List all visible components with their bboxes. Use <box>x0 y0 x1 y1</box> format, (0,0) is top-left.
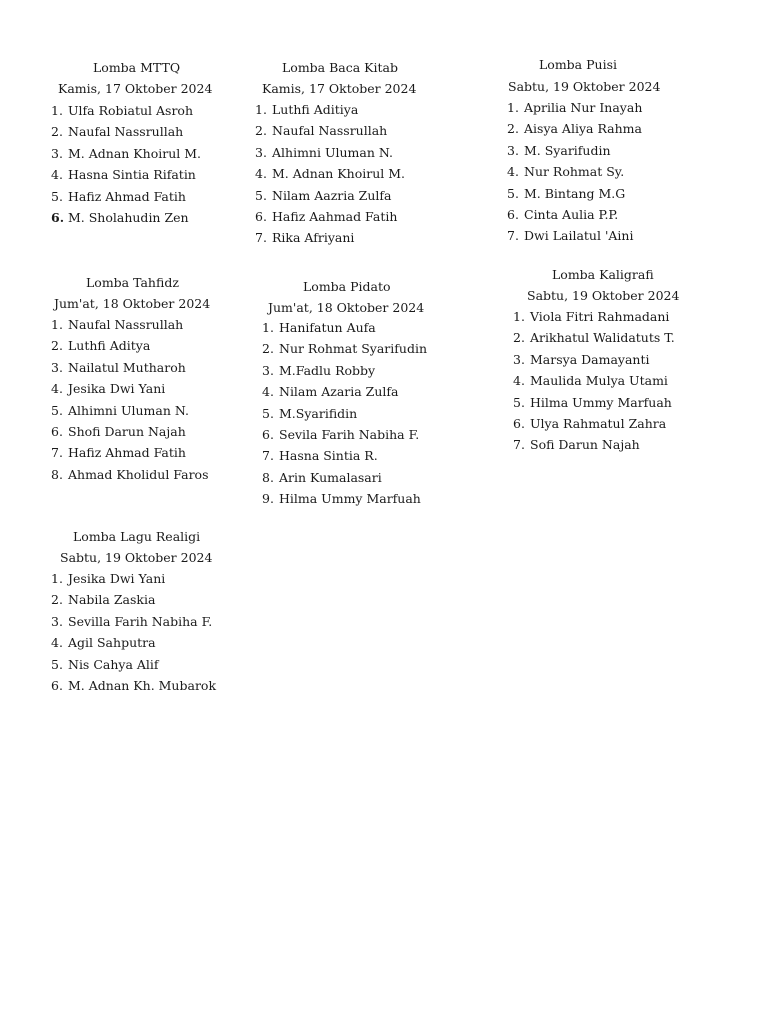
list-item <box>51 467 209 488</box>
participant-list <box>262 320 427 513</box>
participant-name: Nis Cahya Alif <box>68 656 159 672</box>
list-item <box>507 207 642 228</box>
list-item <box>262 320 427 341</box>
participant-name: Naufal Nassrullah <box>272 123 388 139</box>
participant-name: M. Syarifudin <box>524 142 611 158</box>
item-number: 1. <box>51 103 63 118</box>
list-item <box>51 403 209 424</box>
participant-name: Dwi Lailatul 'Aini <box>524 228 634 244</box>
item-number: 4. <box>513 373 525 389</box>
participant-name: Nur Rohmat Syarifudin <box>279 341 428 357</box>
participant-name: Aisya Aliya Rahma <box>524 121 642 137</box>
item-number: 8. <box>262 469 274 485</box>
item-number: 3. <box>513 351 525 367</box>
item-number: 5. <box>513 394 525 410</box>
competition-date: Jum'at, 18 Oktober 2024 <box>268 300 425 315</box>
list-item <box>262 470 427 491</box>
participant-name: Naufal Nassrullah <box>68 124 184 140</box>
participant-list <box>255 102 405 252</box>
participant-name: Hafiz Aahmad Fatih <box>272 208 398 224</box>
item-number: 5. <box>51 188 63 204</box>
participant-name: Ulfa Robiatul Asroh <box>68 103 194 118</box>
list-item <box>51 167 201 188</box>
item-number: 3. <box>51 359 63 375</box>
participant-name: M. Bintang M.G <box>524 185 626 201</box>
list-item <box>513 416 675 437</box>
item-number: 2. <box>51 124 63 140</box>
list-item <box>262 427 427 448</box>
competition-title: Lomba Baca Kitab <box>282 60 398 75</box>
item-number: 4. <box>51 167 63 183</box>
participant-name: Hilma Ummy Marfuah <box>279 491 421 507</box>
item-number: 6. <box>51 677 63 693</box>
list-item <box>51 360 209 381</box>
list-item <box>507 186 642 207</box>
participant-name: Nur Rohmat Sy. <box>524 164 625 180</box>
item-number: 3. <box>51 145 63 161</box>
item-number: 6. <box>262 426 274 442</box>
participant-list <box>51 317 209 488</box>
item-number: 7. <box>507 228 519 244</box>
participant-name: M.Fadlu Robby <box>279 362 376 378</box>
participant-name: M. Adnan Khoirul M. <box>272 166 405 182</box>
item-number: 3. <box>507 142 519 158</box>
list-item <box>507 228 642 249</box>
list-item <box>255 145 405 166</box>
participant-name: Nilam Azaria Zulfa <box>279 384 399 400</box>
item-number: 2. <box>51 592 63 608</box>
item-number: 7. <box>51 445 63 461</box>
list-item <box>51 317 209 338</box>
list-item <box>51 124 201 145</box>
participant-name: Luthfi Aditya <box>68 338 151 354</box>
item-number: 5. <box>51 656 63 672</box>
item-number: 2. <box>513 330 525 346</box>
competition-date: Kamis, 17 Oktober 2024 <box>262 81 417 96</box>
competition-title: Lomba Tahfidz <box>86 275 179 290</box>
list-item <box>51 678 216 699</box>
list-item <box>513 330 675 351</box>
list-item <box>51 571 216 592</box>
list-item <box>262 363 427 384</box>
competition-title: Lomba Puisi <box>539 57 617 72</box>
list-item <box>255 166 405 187</box>
list-item <box>513 352 675 373</box>
list-item <box>51 424 209 445</box>
list-item <box>513 373 675 394</box>
participant-name: Jesika Dwi Yani <box>68 571 166 586</box>
participant-name: Maulida Mulya Utami <box>530 373 668 389</box>
participant-name: Nailatul Mutharoh <box>68 359 186 375</box>
list-item <box>262 406 427 427</box>
item-number: 1. <box>513 309 525 324</box>
item-number: 4. <box>51 381 63 397</box>
item-number: 6. <box>513 415 525 431</box>
participant-name: Marsya Damayanti <box>530 351 650 367</box>
list-item <box>51 103 201 124</box>
participant-name: Hanifatun Aufa <box>279 320 376 335</box>
competition-date: Sabtu, 19 Oktober 2024 <box>60 550 213 565</box>
participant-name: Ahmad Kholidul Faros <box>68 466 209 482</box>
item-number: 7. <box>255 230 267 246</box>
list-item <box>51 592 216 613</box>
list-item <box>507 143 642 164</box>
list-item <box>255 123 405 144</box>
list-item <box>507 164 642 185</box>
item-number: 7. <box>513 437 525 453</box>
participant-name: Luthfi Aditiya <box>272 102 359 117</box>
competition-date: Sabtu, 19 Oktober 2024 <box>527 288 680 303</box>
competition-title: Lomba MTTQ <box>93 60 181 75</box>
participant-name: Jesika Dwi Yani <box>68 381 166 397</box>
participant-name: Nabila Zaskia <box>68 592 156 608</box>
item-number: 7. <box>262 448 274 464</box>
item-number: 1. <box>51 317 63 332</box>
item-number: 6. <box>507 206 519 222</box>
item-number: 5. <box>507 185 519 201</box>
item-number: 6. <box>51 209 65 225</box>
participant-list <box>51 103 201 231</box>
list-item <box>255 209 405 230</box>
competition-title: Lomba Pidato <box>303 279 391 294</box>
competition-date: Kamis, 17 Oktober 2024 <box>58 81 213 96</box>
item-number: 9. <box>262 491 274 507</box>
participant-name: Rika Afriyani <box>272 230 355 246</box>
participant-name: Shofi Darun Najah <box>68 423 186 439</box>
list-item <box>51 614 216 635</box>
list-item <box>262 491 427 512</box>
participant-name: Viola Fitri Rahmadani <box>530 309 670 324</box>
participant-name: M. Adnan Khoirul M. <box>68 145 201 161</box>
participant-list <box>513 309 675 459</box>
item-number: 2. <box>51 338 63 354</box>
participant-name: Sevila Farih Nabiha F. <box>279 426 420 442</box>
participant-name: Sevilla Farih Nabiha F. <box>68 613 213 629</box>
item-number: 4. <box>507 164 519 180</box>
competition-title: Lomba Lagu Realigi <box>73 529 201 544</box>
list-item <box>51 210 201 231</box>
participant-name: M. Adnan Kh. Mubarok <box>68 677 217 693</box>
participant-name: M. Sholahudin Zen <box>68 209 189 225</box>
list-item <box>513 309 675 330</box>
item-number: 5. <box>262 405 274 421</box>
item-number: 4. <box>51 635 63 651</box>
participant-name: Alhimni Uluman N. <box>68 402 189 418</box>
list-item <box>51 189 201 210</box>
item-number: 1. <box>51 571 63 586</box>
item-number: 3. <box>255 144 267 160</box>
participant-name: Arikhatul Walidatuts T. <box>530 330 675 346</box>
participant-name: Ulya Rahmatul Zahra <box>530 415 667 431</box>
participant-name: Arin Kumalasari <box>279 469 382 485</box>
list-item <box>255 188 405 209</box>
list-item <box>513 437 675 458</box>
item-number: 2. <box>262 341 274 357</box>
item-number: 4. <box>262 384 274 400</box>
list-item <box>255 102 405 123</box>
participant-name: Alhimni Uluman N. <box>272 144 393 160</box>
list-item <box>51 635 216 656</box>
participant-name: Cinta Aulia P.P. <box>524 206 619 222</box>
list-item <box>255 230 405 251</box>
list-item <box>513 395 675 416</box>
item-number: 1. <box>262 320 274 335</box>
item-number: 3. <box>262 362 274 378</box>
list-item <box>262 341 427 362</box>
item-number: 2. <box>255 123 267 139</box>
participant-name: Naufal Nassrullah <box>68 317 184 332</box>
participant-name: Nilam Aazria Zulfa <box>272 187 392 203</box>
item-number: 8. <box>51 466 63 482</box>
list-item <box>51 381 209 402</box>
item-number: 6. <box>51 423 63 439</box>
competition-date: Jum'at, 18 Oktober 2024 <box>54 296 211 311</box>
participant-name: Agil Sahputra <box>68 635 156 651</box>
item-number: 1. <box>507 100 519 115</box>
participant-name: Sofi Darun Najah <box>530 437 640 453</box>
list-item <box>507 121 642 142</box>
participant-name: M.Syarifidin <box>279 405 358 421</box>
item-number: 4. <box>255 166 267 182</box>
participant-name: Hilma Ummy Marfuah <box>530 394 672 410</box>
list-item <box>262 384 427 405</box>
participant-list <box>51 571 216 699</box>
item-number: 5. <box>255 187 267 203</box>
item-number: 5. <box>51 402 63 418</box>
list-item <box>51 338 209 359</box>
list-item <box>51 445 209 466</box>
competition-date: Sabtu, 19 Oktober 2024 <box>508 79 661 94</box>
item-number: 1. <box>255 102 267 117</box>
participant-name: Hasna Sintia Rifatin <box>68 167 196 183</box>
item-number: 2. <box>507 121 519 137</box>
list-item <box>507 100 642 121</box>
item-number: 6. <box>255 208 267 224</box>
participant-name: Hafiz Ahmad Fatih <box>68 445 186 461</box>
participant-name: Aprilia Nur Inayah <box>524 100 643 115</box>
participant-list <box>507 100 642 250</box>
list-item <box>51 657 216 678</box>
list-item <box>262 448 427 469</box>
item-number: 3. <box>51 613 63 629</box>
list-item <box>51 146 201 167</box>
competition-title: Lomba Kaligrafi <box>552 267 654 282</box>
participant-name: Hasna Sintia R. <box>279 448 378 464</box>
participant-name: Hafiz Ahmad Fatih <box>68 188 186 204</box>
